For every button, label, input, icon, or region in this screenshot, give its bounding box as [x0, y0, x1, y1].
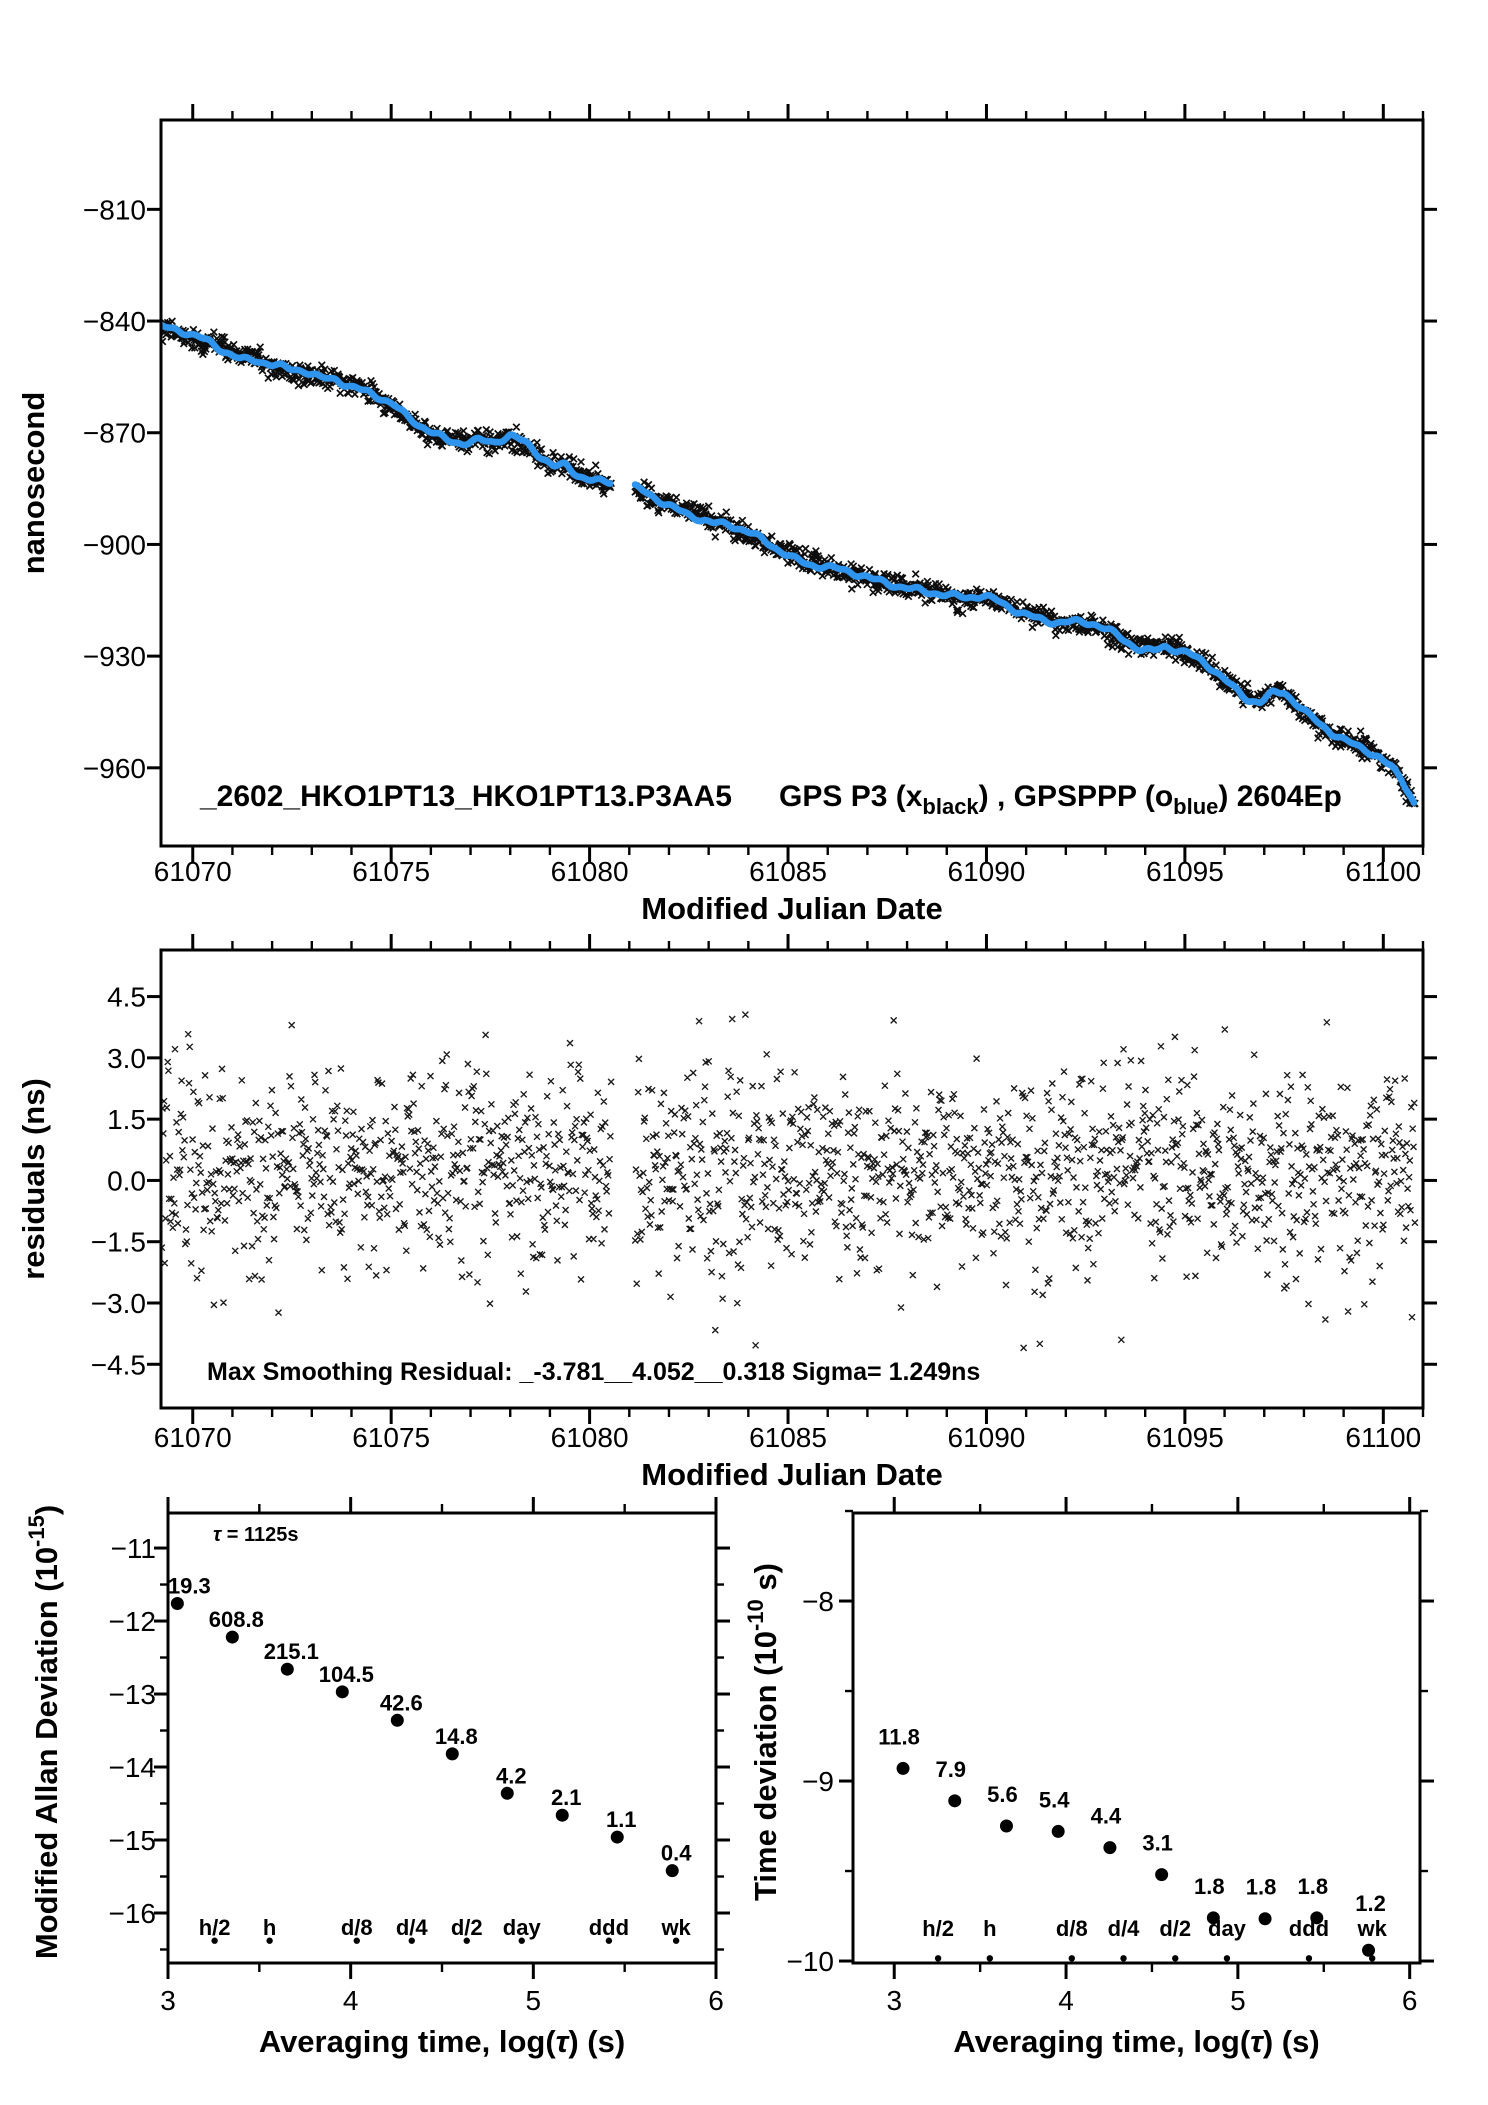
mdev-panel [24, 1497, 730, 2059]
tdev-point-value-label: 1.8 [1297, 1873, 1329, 1899]
phase-panel-title: _2602_HKO1PT13_HKO1PT13.P3AA5 GPS P3 $(x_{black})$ , GPSPPP $(o_{blue})$ 2604Ep [200, 780, 1342, 819]
x-tick-label: 61075 [352, 1422, 431, 1453]
phase-data-layer [158, 318, 1418, 807]
tdev-panel [743, 1497, 1434, 2059]
phase-panel [16, 104, 1437, 926]
mdev-point-value-label: 104.5 [318, 1661, 374, 1687]
tdev-point-value-label: 1.8 [1245, 1874, 1277, 1900]
mdev-point [501, 1787, 514, 1800]
x-tick-label: 61090 [947, 856, 1026, 887]
mdev-point [226, 1631, 239, 1644]
mdev-point [556, 1809, 569, 1822]
y-tick-label: −16 [108, 1898, 156, 1929]
x-tick-label: 61070 [153, 856, 232, 887]
y-tick-label: −11 [110, 1533, 156, 1565]
x-axis-title: Averaging time, log(τ) (s) [953, 2024, 1320, 2059]
tau-ruler-label: ddd [588, 1914, 630, 1940]
y-tick-label: −870 [82, 417, 146, 449]
x-tick-label: 3 [160, 1985, 176, 2016]
x-axis-title: Modified Julian Date [641, 891, 943, 926]
mdev-point-value-label: 215.1 [263, 1639, 319, 1665]
residuals-data-layer [159, 1012, 1418, 1351]
x-tick-label: 61095 [1145, 1422, 1224, 1453]
tdev-point [1052, 1825, 1065, 1838]
tdev-tau-ruler [922, 1916, 1387, 1962]
x-tick-label: 6 [708, 1985, 724, 2016]
tau-ruler-dot [1306, 1955, 1312, 1961]
y-axis-title: Modified Allan Deviation $(10^{-15})$ [24, 1504, 64, 1960]
mdev-axes [24, 1497, 730, 2059]
y-tick-label: −13 [108, 1679, 156, 1711]
tdev-point-value-label: 4.4 [1090, 1803, 1122, 1829]
y-tick-label: −1.5 [90, 1226, 146, 1258]
tau-ruler-label: h [983, 1915, 997, 1941]
mdev-points-series [168, 1574, 692, 1878]
tau-ruler-dot [1120, 1955, 1126, 1961]
x-tick-label: 61100 [1345, 1422, 1422, 1453]
y-tick-label: −810 [82, 194, 146, 226]
x-tick-label: 61070 [153, 1422, 232, 1453]
tdev-point [1000, 1820, 1013, 1833]
tau-ruler-dot [935, 1955, 941, 1961]
x-tick-label: 4 [1058, 1985, 1074, 2016]
tau-ruler-label: wk [1357, 1915, 1387, 1941]
tdev-axes [743, 1497, 1434, 2059]
y-tick-label: −3.0 [90, 1287, 146, 1319]
tdev-point [1362, 1944, 1375, 1957]
tau0-annotation: τ = 1125s [213, 1524, 299, 1546]
y-tick-label: −15 [108, 1825, 156, 1857]
axis-box [853, 1513, 1420, 1963]
tau-ruler-dot [1069, 1955, 1075, 1961]
x-axis-title: Modified Julian Date [641, 1457, 943, 1492]
y-tick-label: −12 [108, 1606, 156, 1638]
tau-ruler-label: h/2 [198, 1914, 231, 1940]
y-tick-label: 0.0 [107, 1165, 146, 1197]
y-axis-title: residuals (ns) [16, 1078, 51, 1280]
tdev-point-value-label: 7.9 [935, 1756, 967, 1782]
residuals-scatter-series [159, 1012, 1418, 1351]
mdev-point [171, 1597, 184, 1610]
mdev-point [666, 1864, 679, 1877]
y-tick-label: 4.5 [107, 981, 146, 1013]
tau-ruler-label: ddd [1288, 1915, 1330, 1941]
mdev-point-value-label: 2.1 [550, 1785, 582, 1811]
y-tick-label: −900 [82, 529, 146, 561]
mdev-point [391, 1714, 404, 1727]
tdev-point [948, 1794, 961, 1807]
y-axis-title: Time deviation ($10^{-10}$ s) [743, 1563, 783, 1901]
mdev-point-value-label: 19.3 [167, 1573, 211, 1599]
y-tick-label: −960 [82, 752, 146, 784]
max-smoothing-residual-annotation: Max Smoothing Residual: _-3.781__4.052__0.318 Sigma= 1.249ns [207, 1358, 981, 1386]
mdev-point [281, 1663, 294, 1676]
x-tick-label: 61080 [550, 1422, 629, 1453]
tau-ruler-label: d/2 [450, 1914, 483, 1940]
tau-ruler-label: d/8 [1055, 1915, 1088, 1941]
tdev-point [1259, 1912, 1272, 1925]
tdev-point-value-label: 11.8 [878, 1724, 920, 1750]
tau-ruler-label: d/4 [1107, 1915, 1140, 1941]
mdev-point-value-label: 608.8 [208, 1607, 264, 1633]
x-tick-label: 61090 [947, 1422, 1026, 1453]
y-tick-label: 3.0 [107, 1042, 146, 1074]
y-tick-label: −14 [108, 1752, 156, 1784]
tau-ruler-dot [1172, 1955, 1178, 1961]
tau-ruler-label: d/4 [395, 1914, 428, 1940]
y-tick-label: −9 [802, 1766, 834, 1798]
y-tick-label: 1.5 [107, 1104, 146, 1136]
tau-ruler-label: d/2 [1159, 1915, 1192, 1941]
gps-p3-scatter-series [159, 318, 1419, 807]
mdev-point [336, 1685, 349, 1698]
x-tick-label: 4 [342, 1985, 359, 2016]
mdev-point [611, 1831, 624, 1844]
tau-ruler-label: h/2 [922, 1915, 954, 1941]
tdev-point-value-label: 1.2 [1355, 1891, 1386, 1917]
x-axis-title: Averaging time, log(τ) (s) [258, 2024, 626, 2059]
x-tick-label: 3 [886, 1985, 903, 2016]
tdev-point [897, 1762, 910, 1775]
x-tick-label: 61075 [352, 856, 431, 887]
tdev-point-value-label: 3.1 [1142, 1830, 1173, 1856]
mdev-point-value-label: 0.4 [660, 1840, 692, 1866]
tdev-point-value-label: 5.6 [987, 1782, 1018, 1808]
y-tick-label: −8 [802, 1586, 834, 1618]
y-tick-label: −930 [82, 641, 146, 673]
mdev-point-value-label: 42.6 [379, 1690, 423, 1716]
y-axis-title: nanosecond [16, 391, 51, 575]
mdev-point-value-label: 4.2 [495, 1763, 527, 1789]
tdev-point [1103, 1841, 1116, 1854]
tau-ruler-label: d/8 [340, 1914, 373, 1940]
tau-ruler-label: day [1208, 1915, 1246, 1941]
x-tick-label: 61085 [749, 1422, 827, 1453]
x-tick-label: 5 [525, 1985, 542, 2016]
mdev-point-value-label: 14.8 [434, 1723, 478, 1749]
x-tick-label: 6 [1401, 1985, 1418, 2016]
y-tick-label: −840 [82, 306, 146, 338]
tau-ruler-label: wk [661, 1914, 691, 1940]
x-tick-label: 61100 [1345, 856, 1422, 887]
tau-ruler-dot [1224, 1955, 1230, 1961]
mdev-point [446, 1747, 459, 1760]
axis-box [161, 120, 1423, 846]
x-tick-label: 61085 [749, 856, 827, 887]
mdev-point-value-label: 1.1 [605, 1807, 637, 1833]
tau-ruler-dot [1369, 1955, 1375, 1961]
mdev-tau-ruler [199, 1915, 692, 1944]
smoothed-marker [607, 480, 614, 487]
tdev-point [1155, 1868, 1168, 1881]
residuals-axes [16, 934, 1437, 1492]
x-tick-label: 61080 [550, 856, 629, 887]
smoothed-marker [1411, 799, 1418, 806]
residuals-panel [16, 934, 1437, 1492]
x-tick-label: 61095 [1145, 856, 1224, 887]
tau-ruler-label: day [502, 1914, 541, 1940]
x-tick-label: 5 [1230, 1985, 1246, 2016]
tdev-point-value-label: 1.8 [1194, 1873, 1225, 1899]
y-tick-label: −10 [786, 1946, 834, 1978]
tdev-point-value-label: 5.4 [1038, 1787, 1070, 1813]
tau-ruler-dot [987, 1955, 993, 1961]
axis-box [161, 950, 1423, 1408]
tau-ruler-label: h [262, 1914, 277, 1940]
y-tick-label: −4.5 [90, 1349, 146, 1381]
